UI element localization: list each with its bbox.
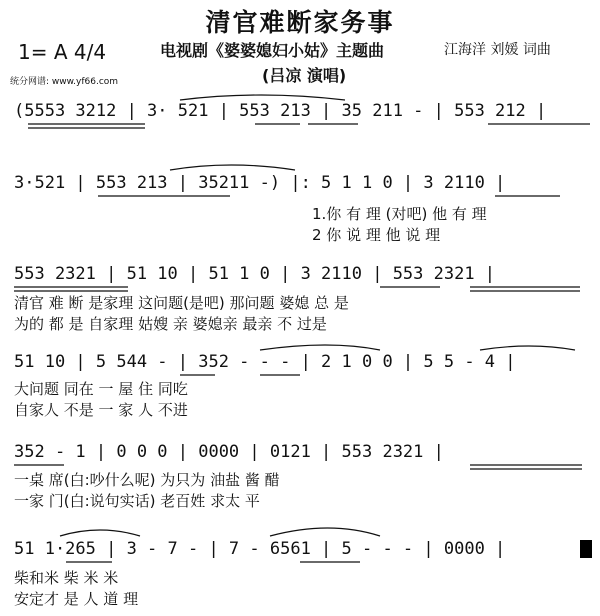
lyric-row-5b: 一家 门(白:说句实话) 老百姓 求太 平 — [14, 492, 260, 510]
lyricist-composer: 江海洋 刘媛 词曲 — [444, 42, 551, 58]
score-row-6: 51 1·265 | 3 - 7 - | 7 - 6561 | 5 - - - | 0000 | — [14, 539, 506, 559]
song-title: 清官难断家务事 — [205, 8, 395, 37]
song-subtitle: 电视剧《婆婆媳妇小姑》主题曲 — [160, 41, 385, 60]
score-row-1: (5553 3212 | 3· 521 | 553 213 | 35 211 - | 553 212 | — [14, 101, 547, 121]
fermata-mark — [580, 540, 592, 558]
key-signature: 1= A 4/4 — [18, 40, 107, 64]
lyric-row-3b: 为的 都 是 自家理 姑嫂 亲 婆媳亲 最亲 不 过是 — [14, 315, 327, 333]
website-watermark: 统分网谱: www.yf66.com — [10, 77, 119, 87]
score-row-4: 51 10 | 5 544 - | 352 - - - | 2 1 0 0 | 5 5 - 4 | — [14, 352, 516, 372]
lyric-row-6b: 安定才 是 人 道 理 — [14, 590, 139, 608]
lyric-row-4b: 自家人 不是 一 家 人 不进 — [14, 401, 188, 419]
lyric-row-2b: 2 你 说 理 他 说 理 — [312, 226, 441, 244]
lyric-row-2a: 1.你 有 理 (对吧) 他 有 理 — [312, 205, 487, 223]
lyric-row-3a: 清官 难 断 是家理 这问题(是吧) 那问题 婆媳 总 是 — [14, 294, 349, 312]
lyric-row-5a: 一桌 席(白:吵什么呢) 为只为 油盐 酱 醋 — [14, 471, 280, 489]
score-row-5: 352 - 1 | 0 0 0 | 0000 | 0121 | 553 2321 | — [14, 442, 444, 462]
lyric-row-6a: 柴和米 柴 米 米 — [14, 569, 119, 587]
lyric-row-4a: 大问题 同在 一 屋 住 同吃 — [14, 380, 188, 398]
score-row-3: 553 2321 | 51 10 | 51 1 0 | 3 2110 | 553 2321 | — [14, 264, 496, 284]
singer-credit: (吕凉 演唱) — [262, 66, 347, 85]
score-row-2: 3·521 | 553 213 | 35211 -) |: 5 1 1 0 | 3 2110 | — [14, 173, 506, 193]
